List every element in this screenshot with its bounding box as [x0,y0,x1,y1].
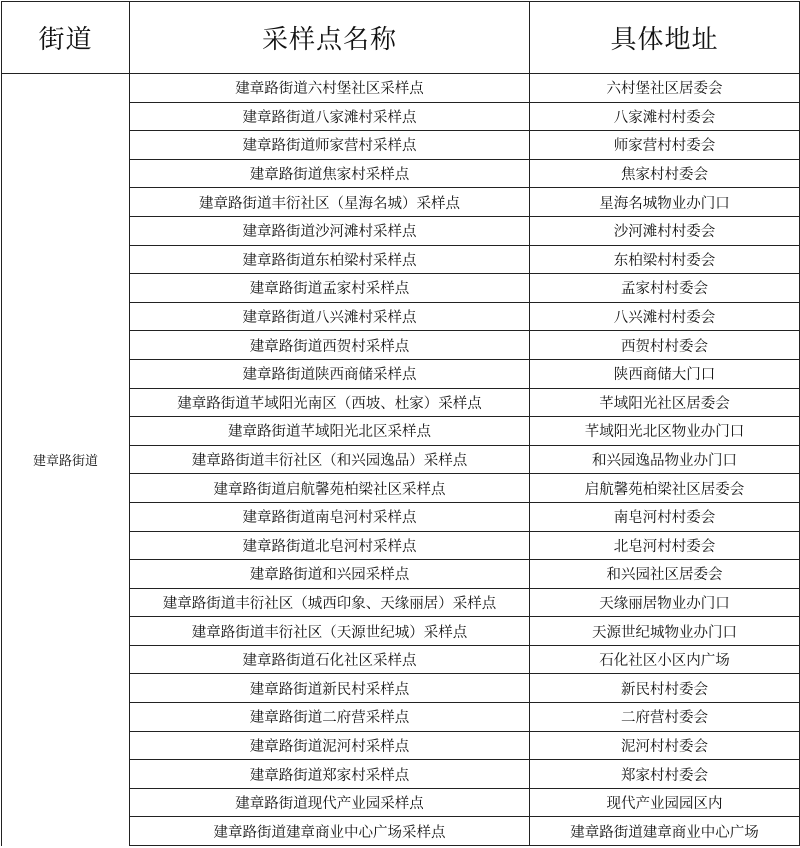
header-address: 具体地址 [530,2,800,74]
site-name-cell: 建章路街道西贺村采样点 [130,331,530,360]
address-cell: 六村堡社区居委会 [530,74,800,103]
address-cell: 和兴园逸品物业办门口 [530,445,800,474]
site-name-cell: 建章路街道陕西商储采样点 [130,359,530,388]
table-body [2,74,800,846]
table-row [2,74,800,103]
address-cell: 建章路街道建章商业中心广场 [530,817,800,846]
header-site-name: 采样点名称 [130,2,530,74]
site-name-cell: 建章路街道芊域阳光北区采样点 [130,417,530,446]
site-name-cell: 建章路街道孟家村采样点 [130,274,530,303]
address-cell: 二府营村委会 [530,703,800,732]
site-name-cell: 建章路街道南皂河村采样点 [130,502,530,531]
address-cell: 新民村村委会 [530,674,800,703]
site-name-cell: 建章路街道东柏梁村采样点 [130,245,530,274]
site-name-cell: 建章路街道芊域阳光南区（西坡、杜家）采样点 [130,388,530,417]
site-name-cell: 建章路街道郑家村采样点 [130,760,530,789]
address-cell: 芊域阳光北区物业办门口 [530,417,800,446]
address-cell: 西贺村村委会 [530,331,800,360]
address-cell: 星海名城物业办门口 [530,188,800,217]
address-cell: 天源世纪城物业办门口 [530,617,800,646]
address-cell: 北皂河村村委会 [530,531,800,560]
address-cell: 八兴滩村村委会 [530,302,800,331]
address-cell: 孟家村村委会 [530,274,800,303]
site-name-cell: 建章路街道六村堡社区采样点 [130,74,530,103]
address-cell: 师家营村村委会 [530,131,800,160]
site-name-cell: 建章路街道沙河滩村采样点 [130,216,530,245]
site-name-cell: 建章路街道石化社区采样点 [130,645,530,674]
site-name-cell: 建章路街道二府营采样点 [130,703,530,732]
site-name-cell: 建章路街道八兴滩村采样点 [130,302,530,331]
address-cell: 焦家村村委会 [530,159,800,188]
site-name-cell: 建章路街道丰衍社区（星海名城）采样点 [130,188,530,217]
address-cell: 陕西商储大门口 [530,359,800,388]
site-name-cell: 建章路街道启航馨苑柏梁社区采样点 [130,474,530,503]
address-cell: 天缘丽居物业办门口 [530,588,800,617]
sampling-sites-table [1,1,800,846]
site-name-cell: 建章路街道北皂河村采样点 [130,531,530,560]
site-name-cell: 建章路街道现代产业园采样点 [130,788,530,817]
address-cell: 泥河村村委会 [530,731,800,760]
address-cell: 启航馨苑柏梁社区居委会 [530,474,800,503]
site-name-cell: 建章路街道师家营村采样点 [130,131,530,160]
address-cell: 郑家村村委会 [530,760,800,789]
address-cell: 八家滩村村委会 [530,102,800,131]
site-name-cell: 建章路街道焦家村采样点 [130,159,530,188]
address-cell: 南皂河村村委会 [530,502,800,531]
site-name-cell: 建章路街道和兴园采样点 [130,560,530,589]
site-name-cell: 建章路街道新民村采样点 [130,674,530,703]
address-cell: 芊域阳光社区居委会 [530,388,800,417]
address-cell: 沙河滩村村委会 [530,216,800,245]
header-street: 街道 [2,2,130,74]
site-name-cell: 建章路街道丰衍社区（和兴园逸品）采样点 [130,445,530,474]
address-cell: 和兴园社区居委会 [530,560,800,589]
site-name-cell: 建章路街道八家滩村采样点 [130,102,530,131]
header-row [2,2,800,74]
site-name-cell: 建章路街道丰衍社区（天源世纪城）采样点 [130,617,530,646]
address-cell: 石化社区小区内广场 [530,645,800,674]
address-cell: 东柏梁村村委会 [530,245,800,274]
street-cell: 建章路街道 [2,74,130,846]
site-name-cell: 建章路街道丰衍社区（城西印象、天缘丽居）采样点 [130,588,530,617]
site-name-cell: 建章路街道泥河村采样点 [130,731,530,760]
site-name-cell: 建章路街道建章商业中心广场采样点 [130,817,530,846]
address-cell: 现代产业园园区内 [530,788,800,817]
